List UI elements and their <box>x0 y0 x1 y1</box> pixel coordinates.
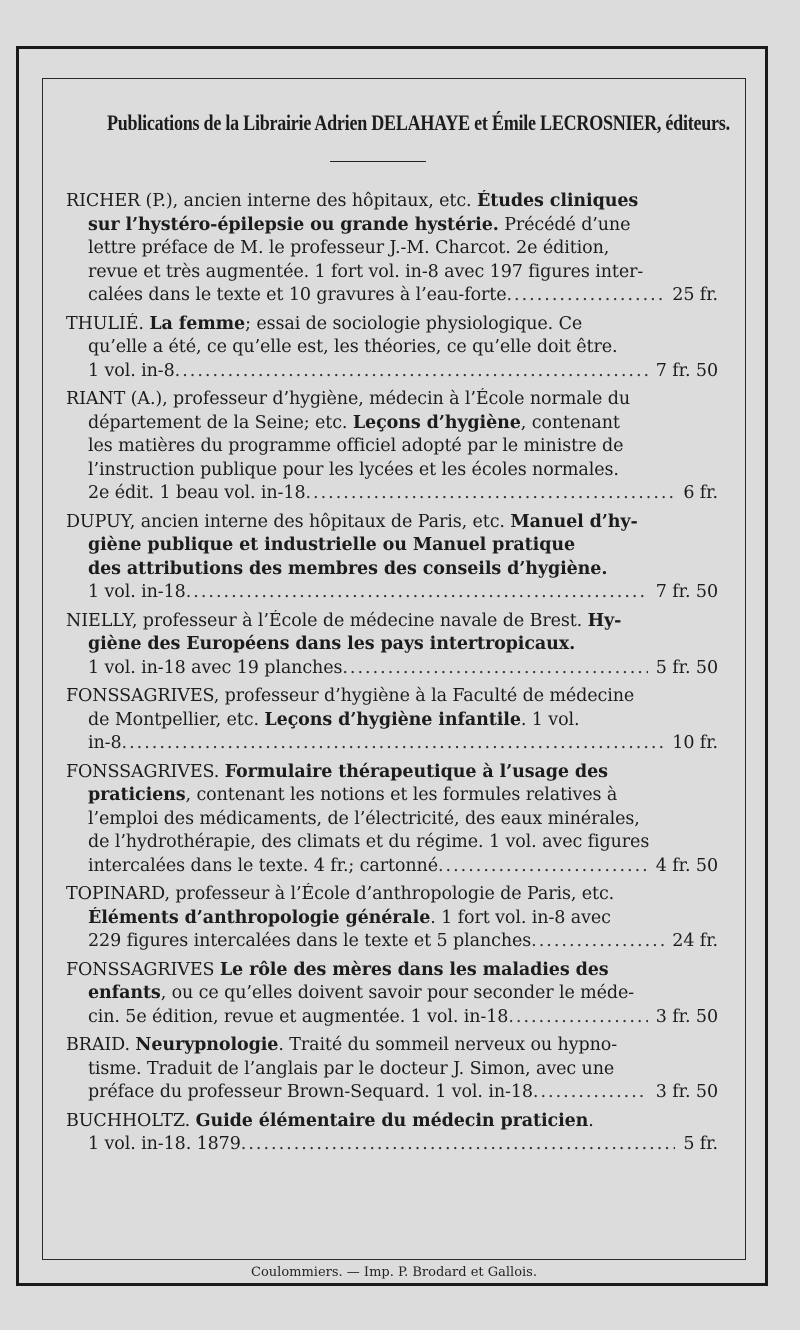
leader-dots <box>175 360 648 384</box>
entry-price: 10 fr. <box>672 733 718 753</box>
entry-text: 1 vol. in-18 <box>88 582 186 602</box>
entry-text: RICHER (P.), ancien interne des hôpitaux, etc. <box>66 191 477 211</box>
list-item <box>66 1110 718 1157</box>
entry-title: praticiens <box>88 785 186 805</box>
entry-text: les matières du programme officiel adopté par le ministre de <box>88 436 624 456</box>
list-item <box>66 190 718 308</box>
entry-text: DUPUY, ancien interne des hôpitaux de Paris, etc. <box>66 511 511 532</box>
entry-text: 1 vol. in-18 avec 19 planches <box>88 657 343 678</box>
list-item <box>66 959 718 1030</box>
entry-title: giène des Européens dans les pays intertropicaux. <box>88 634 576 654</box>
entry-title: Guide élémentaire du médecin praticien <box>195 1110 589 1131</box>
leader-dots <box>241 1133 676 1157</box>
entry-price: 5 fr. 50 <box>655 657 718 678</box>
entry-text: ; essai de sociologie physiologique. Ce <box>245 313 583 334</box>
entry-title: Formulaire thérapeutique à l’usage des <box>224 761 608 782</box>
list-item <box>66 685 718 756</box>
entry-text: , contenant <box>520 412 620 433</box>
leader-dots <box>122 732 665 756</box>
entry-text: département de la Seine; etc. <box>88 412 353 433</box>
entry-text: . 1 fort vol. in-8 avec <box>430 907 611 928</box>
entry-text: . 1 vol. <box>520 709 580 730</box>
entry-text: préface du professeur Brown-Sequard. 1 vol. in-18 <box>88 1082 533 1102</box>
entry-title: sur l’hystéro-épilepsie ou grande hystérie. <box>88 214 499 235</box>
entry-text: FONSSAGRIVES <box>66 959 220 980</box>
list-item <box>66 610 718 681</box>
entry-title: Éléments d’anthropologie générale <box>88 907 431 928</box>
entry-text: FONSSAGRIVES. <box>66 761 225 782</box>
leader-dots <box>533 1081 648 1105</box>
publisher-header: Publications de la Librairie Adrien DELAHAYE et Émile LECROSNIER, éditeurs. <box>107 110 730 135</box>
entry-text: lettre préface de M. le professeur J.-M. Charcot. 2e édition, <box>88 238 610 258</box>
leader-dots <box>342 657 647 681</box>
entry-text: NIELLY, professeur à l’École de médecine navale de Brest. <box>66 610 588 631</box>
entry-title: Manuel d’hy- <box>510 511 638 532</box>
leader-dots <box>531 930 664 954</box>
entry-text: , contenant les notions et les formules relatives à <box>185 785 618 805</box>
entry-text: FONSSAGRIVES, professeur d’hygiène à la Faculté de médecine <box>66 686 635 706</box>
entry-title: La femme <box>149 313 246 334</box>
leader-dots <box>506 284 664 308</box>
printer-footer: Coulommiers. — Imp. P. Brodard et Gallois. <box>251 1265 537 1280</box>
entry-text: . <box>588 1110 594 1131</box>
entry-price: 6 fr. <box>683 483 718 503</box>
entry-text: cin. 5e édition, revue et augmentée. 1 vol. in-18 <box>88 1006 509 1027</box>
leader-dots <box>508 1006 647 1030</box>
entry-text: de Montpellier, etc. <box>88 709 265 730</box>
entry-price: 4 fr. 50 <box>655 855 718 876</box>
entry-title: giène publique et industrielle ou Manuel pratique <box>88 535 575 555</box>
entry-text: RIANT (A.), professeur d’hygiène, médecin à l’École normale du <box>66 389 631 409</box>
entry-price: 3 fr. 50 <box>655 1082 718 1102</box>
entry-title: Neurypnologie <box>135 1035 279 1055</box>
entry-title: Leçons d’hygiène infantile <box>264 709 521 730</box>
entry-text: TOPINARD, professeur à l’École d’anthropologie de Paris, etc. <box>66 884 615 904</box>
entry-text: l’emploi des médicaments, de l’électricité, des eaux minérales, <box>88 808 640 829</box>
entry-title: Hy- <box>587 610 622 631</box>
entry-price: 7 fr. 50 <box>655 582 718 602</box>
entry-text: calées dans le texte et 10 gravures à l’eau-forte <box>88 285 507 305</box>
entry-text: , ou ce qu’elles doivent savoir pour seconder le méde- <box>160 983 635 1003</box>
publication-list <box>66 190 718 1162</box>
entry-title: enfants <box>88 983 161 1003</box>
entry-price: 25 fr. <box>672 285 718 305</box>
entry-text: THULIÉ. <box>66 313 150 334</box>
entry-text: de l’hydrothérapie, des climats et du régime. 1 vol. avec figures <box>88 832 650 852</box>
list-item <box>66 388 718 506</box>
entry-text: tisme. Traduit de l’anglais par le docteur J. Simon, avec une <box>88 1058 615 1079</box>
entry-price: 3 fr. 50 <box>655 1006 718 1027</box>
leader-dots <box>438 855 648 879</box>
list-item <box>66 761 718 879</box>
entry-title: Le rôle des mères dans les maladies des <box>219 959 609 980</box>
entry-text: 1 vol. in-18. 1879 <box>88 1134 241 1154</box>
leader-dots <box>305 482 675 506</box>
entry-text: qu’elle a été, ce qu’elle est, les théories, ce qu’elle doit être. <box>88 337 618 357</box>
entry-price: 7 fr. 50 <box>655 360 718 381</box>
entry-text: revue et très augmentée. 1 fort vol. in-8 avec 197 figures inter- <box>88 261 644 282</box>
header-rule <box>330 161 426 162</box>
entry-price: 24 fr. <box>672 931 718 951</box>
entry-price: 5 fr. <box>683 1134 718 1154</box>
entry-text: . Traité du sommeil nerveux ou hypno- <box>278 1035 618 1055</box>
entry-text: intercalées dans le texte. 4 fr.; cartonné <box>88 855 438 876</box>
entry-title: Études cliniques <box>477 191 639 211</box>
list-item <box>66 313 718 384</box>
entry-text: BRAID. <box>66 1035 136 1055</box>
list-item <box>66 1034 718 1105</box>
entry-text: l’instruction publique pour les lycées et les écoles normales. <box>88 459 619 480</box>
list-item <box>66 511 718 605</box>
list-item <box>66 883 718 954</box>
entry-text: in-8 <box>88 733 122 753</box>
leader-dots <box>186 581 648 605</box>
entry-text: 2e édit. 1 beau vol. in-18 <box>88 483 306 503</box>
entry-text: Précédé d’une <box>498 214 631 235</box>
entry-title: des attributions des membres des conseils d’hygiène. <box>88 558 608 579</box>
entry-text: 1 vol. in-8 <box>88 360 175 381</box>
entry-text: BUCHHOLTZ. <box>66 1110 196 1131</box>
entry-text: 229 figures intercalées dans le texte et 5 planches <box>88 931 532 951</box>
entry-title: Leçons d’hygiène <box>352 412 521 433</box>
